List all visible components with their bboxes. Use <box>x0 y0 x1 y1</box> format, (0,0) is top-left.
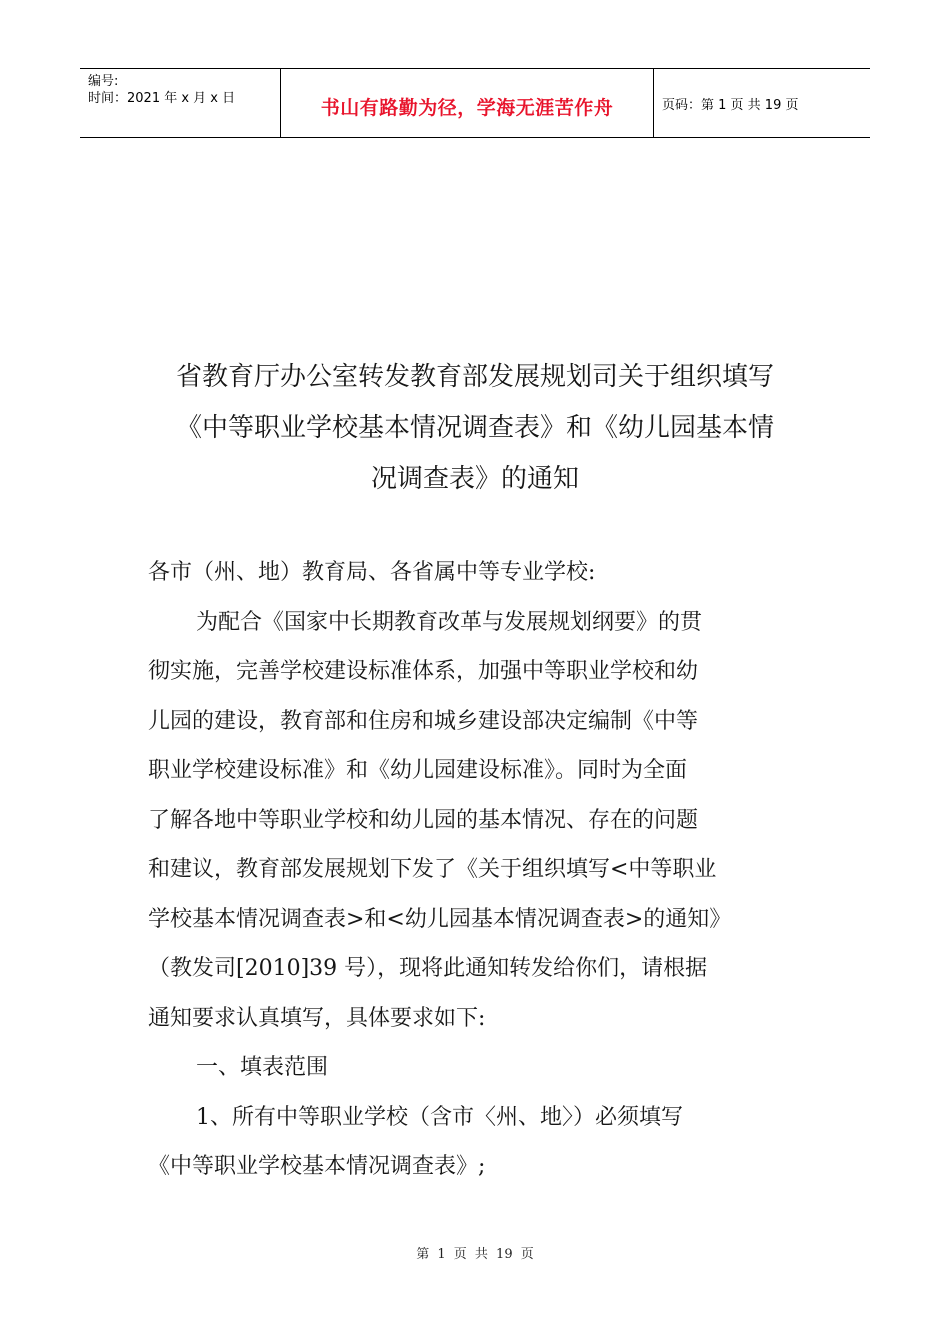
paragraph-line: 儿园的建设，教育部和住房和城乡建设部决定编制《中等 <box>148 708 699 734</box>
header-page-info: 页码：第 1 页 共 19 页 <box>662 97 799 113</box>
header-motto: 书山有路勤为径，学海无涯苦作舟 <box>320 96 614 119</box>
paragraph-line: （教发司[2010]39 号），现将此通知转发给你们，请根据 <box>148 956 708 981</box>
header-motto-cell <box>281 69 654 137</box>
paragraph-line: 学校基本情况调查表>和<幼儿园基本情况调查表>的通知》 <box>148 906 732 932</box>
title-line: 况调查表》的通知 <box>370 464 579 494</box>
paragraph-line: 了解各地中等职业学校和幼儿园的基本情况、存在的问题 <box>148 807 699 833</box>
header-meta <box>80 69 281 137</box>
paragraph-line: 彻实施，完善学校建设标准体系，加强中等职业学校和幼 <box>148 659 699 684</box>
paragraph-line: 为配合《国家中长期教育改革与发展规划纲要》的贯 <box>196 609 703 635</box>
document-number-label: 编号: <box>88 74 119 89</box>
section-heading: 一、填表范围 <box>196 1055 329 1080</box>
list-item-line: 《中等职业学校基本情况调查表》; <box>148 1154 486 1179</box>
paragraph-line: 通知要求认真填写，具体要求如下: <box>148 1005 486 1031</box>
document-date: 时间：2021 年 x 月 x 日 <box>88 91 236 106</box>
document-body <box>148 548 808 1192</box>
list-item-line: 1、所有中等职业学校（含市〈州、地〉）必须填写 <box>196 1104 683 1130</box>
paragraph-line: 和建议，教育部发展规划下发了《关于组织填写<中等职业 <box>148 857 717 882</box>
paragraph-line: 职业学校建设标准》和《幼儿园建设标准》。同时为全面 <box>148 758 688 783</box>
page-footer: 第 1 页 共 19 页 <box>416 1247 534 1262</box>
title-line: 《中等职业学校基本情况调查表》和《幼儿园基本情 <box>175 413 774 443</box>
document-title <box>140 352 810 505</box>
document-header <box>80 68 870 138</box>
salutation: 各市（州、地）教育局、各省属中等专业学校: <box>148 560 596 585</box>
title-line: 省教育厅办公室转发教育部发展规划司关于组织填写 <box>175 362 774 392</box>
